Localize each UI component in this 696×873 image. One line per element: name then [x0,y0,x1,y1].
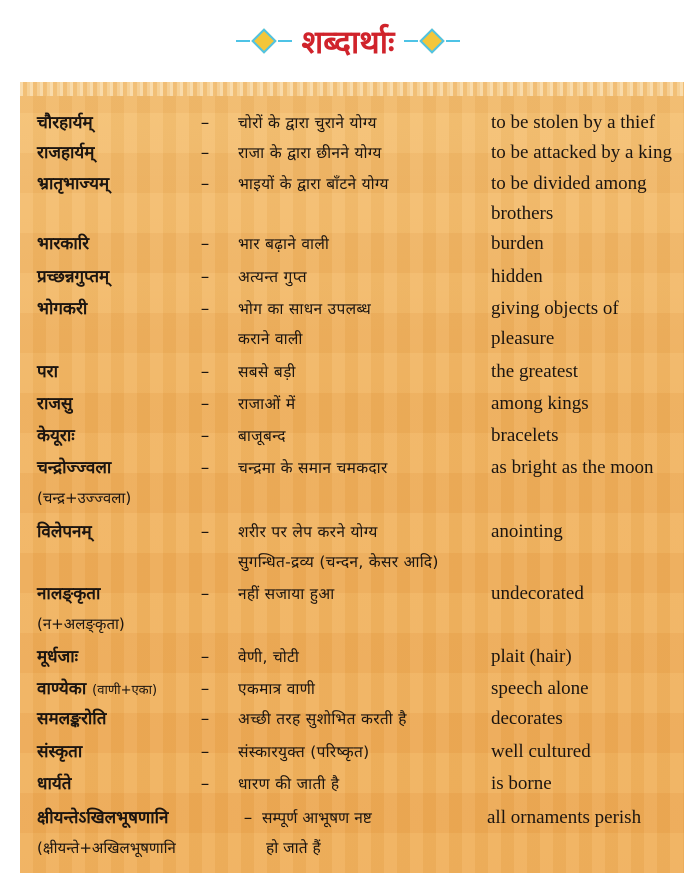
hindi-meaning-line2: सुगन्धित-द्रव्य (चन्दन, केसर आदि) [238,553,439,571]
english-meaning: all ornaments perish [487,807,642,828]
hindi-meaning: चन्द्रमा के समान चमकदार [238,459,388,477]
sanskrit-word: राजहार्यम् [37,143,95,163]
sanskrit-word: चन्द्रोज्ज्वला [37,458,112,478]
sanskrit-word: नालङ्कृता [37,584,101,604]
english-meaning: bracelets [491,425,559,446]
dash: – [200,394,210,414]
english-meaning: speech alone [491,678,589,699]
sanskrit-word: प्रच्छन्नगुप्तम् [37,267,110,287]
sanskrit-word: धार्यते [37,774,72,794]
sanskrit-word: राजसु [37,394,73,414]
sanskrit-word: भ्रातृभाज्यम् [37,174,110,194]
dash: – [200,299,210,319]
hindi-meaning: अच्छी तरह सुशोभित करती है [238,710,407,728]
right-diamond-ornament [404,32,460,50]
english-meaning: undecorated [491,583,584,604]
english-meaning-line2: brothers [491,203,554,224]
dash: – [200,742,210,762]
word-split-note: (वाणी+एका) [92,683,158,698]
english-meaning: is borne [491,773,552,794]
dash: – [200,234,210,254]
sanskrit-word: भारकारि [37,234,90,254]
english-meaning: hidden [491,266,543,287]
sanskrit-word-text: वाण्येका [37,679,87,699]
dash: – [200,647,210,667]
hindi-meaning: धारण की जाती है [238,775,340,793]
sanskrit-word [37,674,157,706]
english-meaning: decorates [491,708,563,729]
torn-paper-edge [20,82,684,96]
sanskrit-word: संस्कृता [37,742,83,762]
hindi-meaning: बाजूबन्द [238,427,286,445]
hindi-meaning: वेणी, चोटी [238,648,300,666]
english-meaning-line2: pleasure [491,328,555,349]
word-split-note: (क्षीयन्ते+अखिलभूषणानि [37,839,176,857]
hindi-meaning: नहीं सजाया हुआ [238,585,335,603]
english-meaning: anointing [491,521,563,542]
sanskrit-word: क्षीयन्तेऽखिलभूषणानि [37,808,169,828]
hindi-meaning: शरीर पर लेप करने योग्य [238,523,378,541]
english-meaning: giving objects of [491,298,619,319]
hindi-meaning: भोग का साधन उपलब्ध [238,300,372,318]
dash: – [200,679,210,699]
glossary-panel [20,82,684,873]
dash: – [200,709,210,729]
english-meaning: to be stolen by a thief [491,112,656,133]
english-meaning: to be divided among [491,173,647,194]
word-split-note: (चन्द्र+उज्ज्वला) [37,489,132,507]
sanskrit-word: परा [37,362,59,382]
sanskrit-word: मूर्धजाः [37,647,79,667]
english-meaning: burden [491,233,544,254]
hindi-meaning: एकमात्र वाणी [238,680,316,698]
left-diamond-ornament [236,32,292,50]
hindi-meaning: राजा के द्वारा छीनने योग्य [238,144,382,162]
sanskrit-word: चौरहार्यम् [37,113,93,133]
sanskrit-word: समलङ्करोति [37,709,107,729]
hindi-meaning: सम्पूर्ण आभूषण नष्ट [262,809,372,827]
hindi-meaning-line2: हो जाते हैं [266,839,321,857]
dash: – [200,362,210,382]
dash: – [200,584,210,604]
word-split-note: (न+अलङ्कृता) [37,615,125,633]
english-meaning: among kings [491,393,589,414]
page-title: शब्दार्थाः [301,22,395,61]
sanskrit-word: भोगकरी [37,299,88,319]
dash: – [243,808,253,828]
dash: – [200,174,210,194]
dash: – [200,143,210,163]
hindi-meaning: भार बढ़ाने वाली [238,235,330,253]
sanskrit-word: केयूराः [37,426,75,446]
hindi-meaning-line2: कराने वाली [238,330,303,348]
dash: – [200,267,210,287]
hindi-meaning: चोरों के द्वारा चुराने योग्य [238,114,377,132]
english-meaning: well cultured [491,741,591,762]
english-meaning: plait (hair) [491,646,572,667]
dash: – [200,522,210,542]
hindi-meaning: अत्यन्त गुप्त [238,268,307,286]
title-bar [0,0,696,82]
dash: – [200,774,210,794]
hindi-meaning: सबसे बड़ी [238,363,296,381]
hindi-meaning: भाइयों के द्वारा बाँटने योग्य [238,175,389,193]
sanskrit-word: विलेपनम् [37,522,92,542]
hindi-meaning: राजाओं में [238,395,296,413]
english-meaning: to be attacked by a king [491,142,672,163]
english-meaning: the greatest [491,361,579,382]
title-wrap [236,20,461,63]
dash: – [200,426,210,446]
english-meaning: as bright as the moon [491,457,654,478]
hindi-meaning: संस्कारयुक्त (परिष्कृत) [238,743,370,761]
dash: – [200,113,210,133]
dash: – [200,458,210,478]
